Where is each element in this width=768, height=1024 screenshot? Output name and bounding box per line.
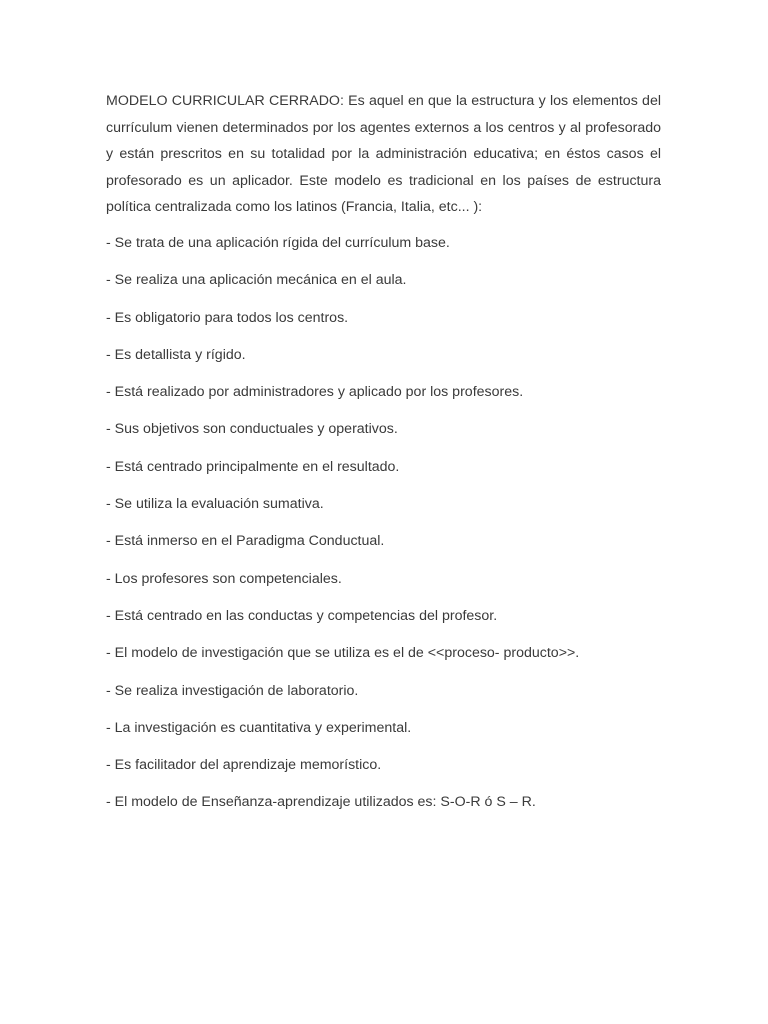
list-item: - Es detallista y rígido. — [106, 346, 246, 363]
list-item: - Se trata de una aplicación rígida del currículum base. — [106, 234, 450, 251]
list-item: - Está inmerso en el Paradigma Conductual. — [106, 533, 385, 550]
list-item: - Se realiza investigación de laboratorio. — [106, 682, 359, 699]
list-item: - Sus objetivos son conductuales y operativos. — [106, 421, 398, 438]
list-item: - Se realiza una aplicación mecánica en el aula. — [106, 272, 407, 289]
list-item: - Está centrado principalmente en el resultado. — [106, 458, 400, 475]
document-page — [106, 88, 661, 822]
list-item: - Es facilitador del aprendizaje memorístico. — [106, 757, 382, 774]
list-item: - Los profesores son competenciales. — [106, 570, 342, 587]
list-item: - Está centrado en las conductas y competencias del profesor. — [106, 607, 498, 624]
list-item: - Está realizado por administradores y aplicado por los profesores. — [106, 384, 524, 401]
list-item: - El modelo de investigación que se utiliza es el de <<proceso- producto>>. — [106, 645, 580, 662]
characteristics-list — [106, 225, 661, 822]
list-item: - El modelo de Enseñanza-aprendizaje utilizados es: S-O-R ó S – R. — [106, 794, 536, 811]
intro-paragraph: MODELO CURRICULAR CERRADO: Es aquel en que la estructura y los elementos del currículum vienen determinados por los agentes externos a los centros y al profesorado y están prescritos en su totalidad por la administración educativa; en éstos casos el profesorado es un aplicador. Este modelo es tradicional en los países de estructura política centralizada como los latinos (Francia, Italia, etc... ): — [106, 93, 661, 216]
list-item: - Se utiliza la evaluación sumativa. — [106, 496, 324, 513]
list-item: - Es obligatorio para todos los centros. — [106, 309, 349, 326]
list-item: - La investigación es cuantitativa y experimental. — [106, 719, 412, 736]
